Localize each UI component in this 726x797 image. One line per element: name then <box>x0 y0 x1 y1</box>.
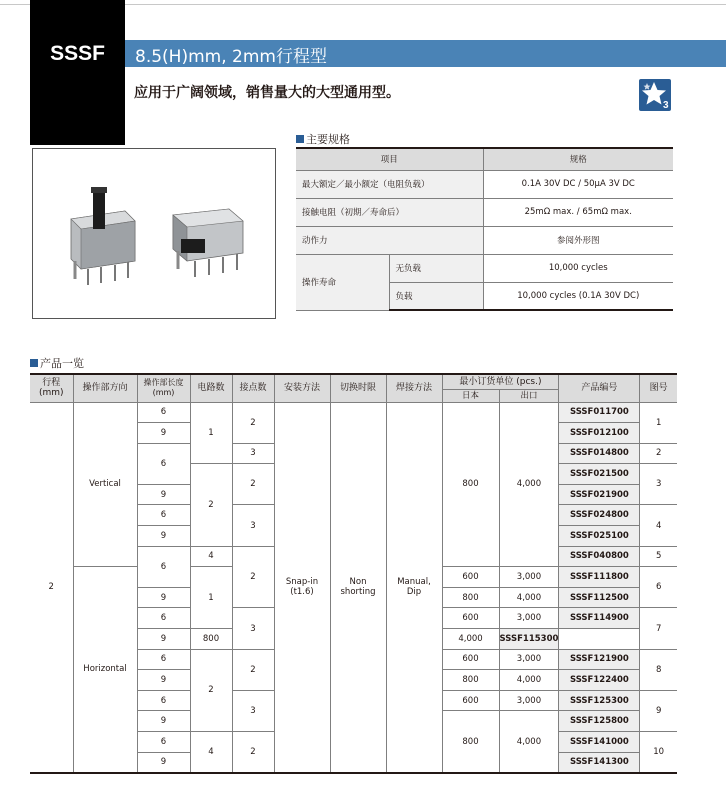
drawing-cell: 1 <box>640 402 677 443</box>
length-cell: 6 <box>137 690 190 711</box>
part-number: SSSF040800 <box>559 546 640 567</box>
japan-cell: 600 <box>442 690 499 711</box>
badge-number: 3 <box>663 100 669 111</box>
poles-cell: 2 <box>190 649 232 731</box>
drawing-cell: 4 <box>640 505 677 546</box>
col-drawing: 图号 <box>640 374 677 402</box>
poles-cell: 1 <box>190 567 232 629</box>
contacts-cell: 3 <box>232 690 274 731</box>
length-cell: 6 <box>137 649 190 670</box>
export-cell: 3,000 <box>499 567 559 588</box>
product-photo-icon <box>32 148 276 319</box>
export-cell: 4,000 <box>499 402 559 567</box>
export-cell: 4,000 <box>499 587 559 608</box>
part-number: SSSF021900 <box>559 484 640 505</box>
drawing-cell: 10 <box>640 732 677 773</box>
col-export: 出口 <box>499 389 559 402</box>
spec-force-value: 参阅外形图 <box>483 226 673 254</box>
japan-cell: 600 <box>442 608 499 629</box>
contacts-cell: 2 <box>232 732 274 773</box>
contacts-cell: 2 <box>232 402 274 443</box>
direction-vertical: Vertical <box>73 402 137 567</box>
col-poles: 电路数 <box>190 374 232 402</box>
spec-contact-value: 25mΩ max. / 65mΩ max. <box>483 198 673 226</box>
spec-col-spec: 规格 <box>483 148 673 170</box>
length-cell: 9 <box>137 711 190 732</box>
part-number: SSSF111800 <box>559 567 640 588</box>
part-number: SSSF014800 <box>559 443 640 464</box>
col-part-no: 产品编号 <box>559 374 640 402</box>
mounting-value: Snap-in (t1.6) <box>274 402 330 773</box>
export-cell: 3,000 <box>499 690 559 711</box>
timing-value: Non shorting <box>330 402 386 773</box>
length-cell: 9 <box>137 484 190 505</box>
drawing-cell: 6 <box>640 567 677 608</box>
japan-cell: 600 <box>442 567 499 588</box>
japan-cell: 800 <box>442 402 499 567</box>
part-number: SSSF122400 <box>559 670 640 691</box>
drawing-cell: 9 <box>640 690 677 731</box>
length-cell: 6 <box>137 546 190 587</box>
contacts-cell: 3 <box>232 443 274 464</box>
travel-value: 2 <box>30 402 73 773</box>
square-bullet-icon <box>30 359 38 367</box>
contacts-cell: 3 <box>232 505 274 546</box>
part-number: SSSF125800 <box>559 711 640 732</box>
col-direction: 操作部方向 <box>73 374 137 402</box>
length-cell: 6 <box>137 443 190 484</box>
japan-cell: 800 <box>442 670 499 691</box>
export-cell: 4,000 <box>499 711 559 773</box>
soldering-value: Manual, Dip <box>386 402 442 773</box>
col-moq: 最小订货单位 (pcs.) <box>442 374 559 389</box>
spec-rating-label: 最大额定／最小额定（电阻负载） <box>296 170 483 198</box>
part-number: SSSF114900 <box>559 608 640 629</box>
spec-rating-value: 0.1A 30V DC / 50μA 3V DC <box>483 170 673 198</box>
drawing-cell: 7 <box>640 608 677 649</box>
length-cell: 9 <box>137 587 190 608</box>
col-japan: 日本 <box>442 389 499 402</box>
length-cell: 6 <box>137 505 190 526</box>
japan-cell: 600 <box>442 649 499 670</box>
drawing-cell: 8 <box>640 649 677 690</box>
part-number: SSSF141300 <box>559 752 640 773</box>
length-cell: 9 <box>137 526 190 547</box>
direction-horizontal: Horizontal <box>73 567 137 773</box>
spec-heading-label: 主要规格 <box>306 133 350 146</box>
page-subtitle: 应用于广阔领域，销售量大的大型通用型。 <box>134 85 400 101</box>
part-number: SSSF141000 <box>559 732 640 753</box>
drawing-cell: 3 <box>640 464 677 505</box>
export-cell: 3,000 <box>499 608 559 629</box>
drawing-cell: 5 <box>640 546 677 567</box>
part-number: SSSF012100 <box>559 423 640 444</box>
length-cell: 9 <box>137 670 190 691</box>
poles-cell: 4 <box>190 546 232 567</box>
col-timing: 切换时限 <box>330 374 386 402</box>
drawing-cell: 2 <box>640 443 677 464</box>
products-heading <box>30 355 84 371</box>
poles-cell: 2 <box>190 464 232 546</box>
spec-load-label: 负载 <box>389 282 483 310</box>
length-cell: 6 <box>137 402 190 423</box>
spec-noload-label: 无负载 <box>389 254 483 282</box>
col-contacts: 接点数 <box>232 374 274 402</box>
part-number: SSSF024800 <box>559 505 640 526</box>
part-number: SSSF121900 <box>559 649 640 670</box>
contacts-cell: 2 <box>232 464 274 505</box>
export-cell: 3,000 <box>499 649 559 670</box>
poles-cell: 1 <box>190 402 232 464</box>
contacts-cell: 3 <box>232 608 274 649</box>
japan-cell: 800 <box>442 711 499 773</box>
part-number: SSSF025100 <box>559 526 640 547</box>
spec-life-label: 操作寿命 <box>296 254 389 310</box>
col-travel: 行程 (mm) <box>30 374 73 402</box>
products-table <box>30 373 677 774</box>
spec-load-value: 10,000 cycles (0.1A 30V DC) <box>483 282 673 310</box>
japan-cell: 800 <box>442 587 499 608</box>
title-bar <box>125 40 726 67</box>
length-cell: 6 <box>137 608 190 629</box>
spec-table <box>296 147 673 311</box>
length-cell: 9 <box>137 423 190 444</box>
star-badge-icon <box>639 79 671 111</box>
col-mounting: 安装方法 <box>274 374 330 402</box>
spec-force-label: 动作力 <box>296 226 483 254</box>
length-cell: 9 <box>137 629 190 650</box>
spec-contact-label: 接触电阻（初期／寿命后） <box>296 198 483 226</box>
length-cell: 6 <box>137 732 190 753</box>
length-cell: 9 <box>137 752 190 773</box>
page-title: 8.5(H)mm, 2mm行程型 <box>135 47 327 67</box>
spec-col-item: 项目 <box>296 148 483 170</box>
export-cell: 4,000 <box>442 629 499 650</box>
poles-cell: 4 <box>190 732 232 773</box>
col-length: 操作部长度 (mm) <box>137 374 190 402</box>
part-number: SSSF011700 <box>559 402 640 423</box>
products-heading-label: 产品一览 <box>40 357 84 370</box>
part-number: SSSF021500 <box>559 464 640 485</box>
series-name: SSSF <box>50 42 105 65</box>
contacts-cell: 2 <box>232 546 274 608</box>
square-bullet-icon <box>296 135 304 143</box>
series-block <box>30 0 125 145</box>
part-number: SSSF112500 <box>559 587 640 608</box>
contacts-cell: 2 <box>232 649 274 690</box>
part-number: SSSF125300 <box>559 690 640 711</box>
spec-noload-value: 10,000 cycles <box>483 254 673 282</box>
export-cell: 4,000 <box>499 670 559 691</box>
japan-cell: 800 <box>190 629 232 650</box>
col-soldering: 焊接方法 <box>386 374 442 402</box>
spec-heading <box>296 131 350 147</box>
part-number: SSSF115300 <box>499 629 559 650</box>
